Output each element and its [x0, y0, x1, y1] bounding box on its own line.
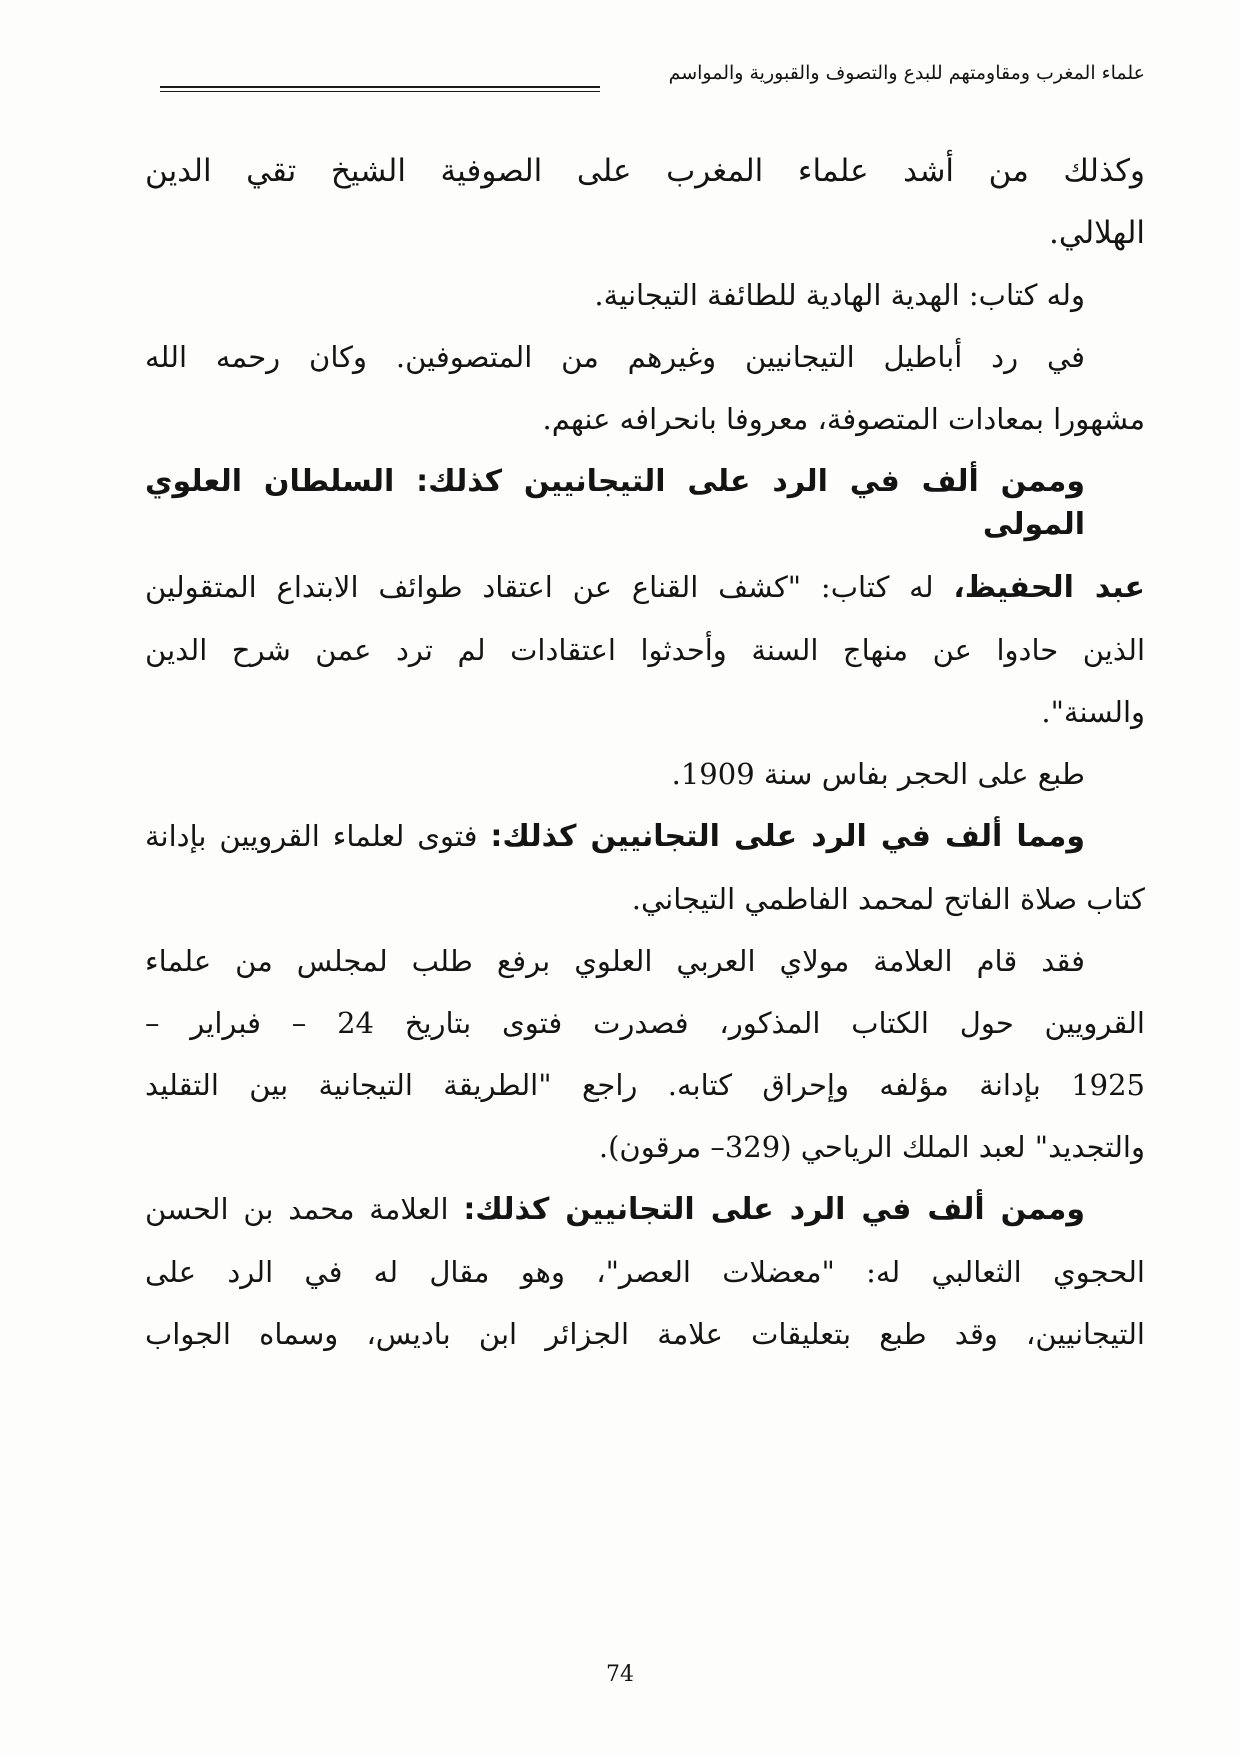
text-line [145, 629, 1145, 671]
page-number: 74 [606, 1662, 634, 1687]
text-run: كتاب صلاة الفاتح لمحمد الفاطمي التيجاني. [631, 882, 1145, 916]
text-line [145, 1064, 1145, 1106]
text-line [145, 150, 1145, 192]
text-line [145, 566, 1145, 609]
header-rule-thin [160, 91, 600, 92]
bold-lead-in: وممن ألف في الرد على التجانيين كذلك: [463, 1192, 1086, 1227]
text-run: له كتاب: "كشف القناع عن اعتقاد طوائف الابتداع المتقولين [145, 570, 954, 604]
text-line [145, 878, 1145, 920]
text-run: في رد أباطيل التيجانيين وغيرهم من المتصوفين. وكان رحمه الله [145, 340, 1085, 374]
text-line [145, 1188, 1145, 1231]
text-run: العلامة محمد بن الحسن [145, 1192, 464, 1226]
bold-lead-in: وممن ألف في الرد على التيجانيين كذلك: السلطان العلوي المولى [145, 464, 1085, 542]
text-run: والتجديد" لعبد الملك الرياحي (329– مرقون). [598, 1130, 1145, 1164]
body-text [145, 150, 1145, 1355]
text-line [145, 815, 1145, 858]
text-run: 1925 بإدانة مؤلفه وإحراق كتابه. راجع "الطريقة التيجانية بين التقليد [145, 1068, 1145, 1102]
text-run: الذين حادوا عن منهاج السنة وأحدثوا اعتقادات لم ترد عمن شرح الدين [145, 633, 1145, 667]
text-line [145, 1251, 1145, 1293]
header-rule [160, 86, 600, 88]
bold-lead-in: ومما ألف في الرد على التجانيين كذلك: [490, 819, 1085, 854]
text-run: طبع على الحجر بفاس سنة 1909. [671, 757, 1085, 791]
text-line [145, 1126, 1145, 1168]
running-header [145, 58, 1145, 98]
text-run: الهلالي. [1049, 215, 1145, 251]
text-line [145, 940, 1145, 982]
text-line [145, 274, 1145, 316]
text-line [145, 212, 1145, 254]
text-run: فتوى لعلماء القرويين بإدانة [145, 819, 491, 853]
running-header-title: علماء المغرب ومقاومتهم للبدع والتصوف والقبورية والمواسم [657, 58, 1145, 88]
text-run: وكذلك من أشد علماء المغرب على الصوفية الشيخ تقي الدين [145, 153, 1145, 189]
text-run: مشهورا بمعادات المتصوفة، معروفا بانحرافه عنهم. [542, 402, 1145, 436]
text-line [145, 460, 1145, 546]
text-run: وله كتاب: الهدية الهادية للطائفة التيجانية. [594, 278, 1085, 312]
text-run: التيجانيين، وقد طبع بتعليقات علامة الجزائر ابن باديس، وسماه الجواب [145, 1317, 1145, 1351]
text-line [145, 398, 1145, 440]
text-run: والسنة". [1041, 695, 1145, 729]
text-line [145, 1313, 1145, 1355]
text-line [145, 1002, 1145, 1044]
text-run: الحجوي الثعالبي له: "معضلات العصر"، وهو مقال له في الرد على [145, 1255, 1145, 1289]
bold-lead-in: عبد الحفيظ، [953, 570, 1145, 605]
text-line [145, 336, 1145, 378]
text-run: القرويين حول الكتاب المذكور، فصدرت فتوى بتاريخ 24 – فبراير – [145, 1006, 1145, 1040]
text-line [145, 753, 1145, 795]
text-run: فقد قام العلامة مولاي العربي العلوي برفع طلب لمجلس من علماء [145, 944, 1085, 978]
text-line [145, 691, 1145, 733]
